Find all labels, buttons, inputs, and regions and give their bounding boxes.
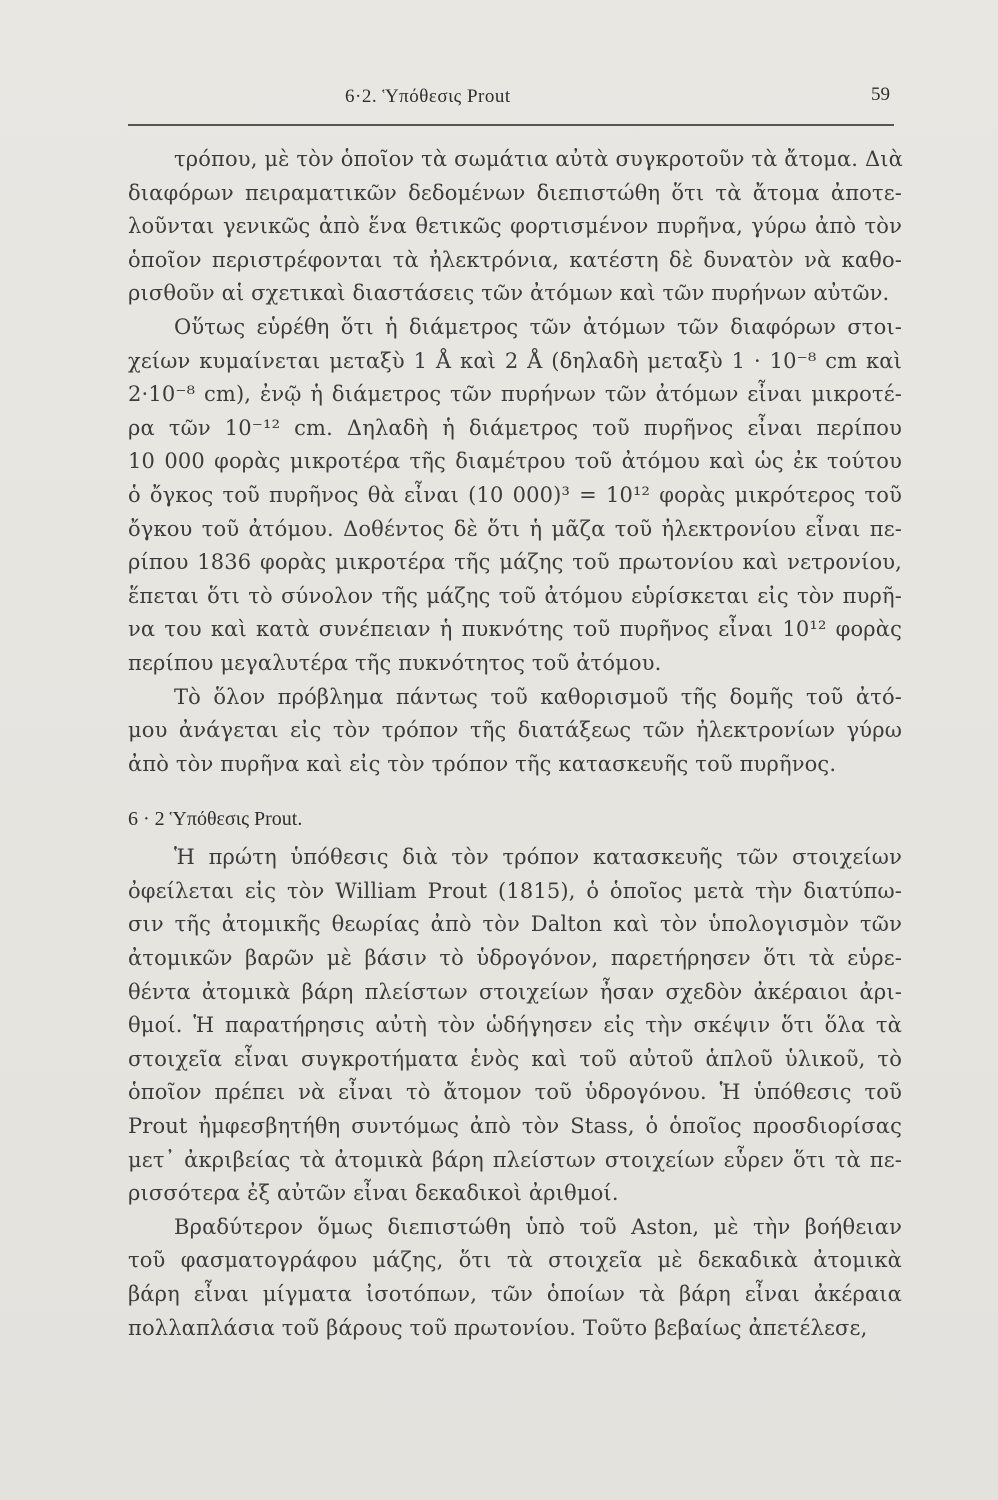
text-line: τρόπου, μὲ τὸν ὁποῖον τὰ σωμάτια αὐτὰ συγκροτοῦν τὰ ἄτομα. Διὰ <box>174 147 903 171</box>
text-line: Βραδύτερον ὅμως διεπιστώθη ὑπὸ τοῦ Aston, μὲ τὴν βοήθειαν <box>174 1214 902 1239</box>
text-line: ἀπὸ τὸν πυρῆνα καὶ εἰς τὸν τρόπον τῆς κατασκευῆς τοῦ πυρῆνος. <box>128 751 837 776</box>
paragraph <box>128 1211 902 1345</box>
page-number: 59 <box>871 84 890 105</box>
paragraph <box>128 143 902 311</box>
text-line: λοῦνται γενικῶς ἀπὸ ἕνα θετικῶς φορτισμένον πυρῆνα, γύρω ἀπὸ τὸν <box>128 214 902 239</box>
text-line: σιν τῆς ἀτομικῆς θεωρίας ἀπὸ τὸν Dalton καὶ τὸν ὑπολογισμὸν τῶν <box>128 912 902 937</box>
running-header <box>130 86 890 116</box>
text-line: 10 000 φορὰς μικροτέρα τῆς διαμέτρου τοῦ ἀτόμου καὶ ὡς ἐκ τούτου <box>128 449 902 474</box>
text-line: χείων κυμαίνεται μεταξὺ 1 Å καὶ 2 Å (δηλαδὴ μεταξὺ 1 · 10⁻⁸ cm καὶ <box>128 348 902 373</box>
text-line: θέντα ἀτομικὰ βάρη πλείστων στοιχείων ἦσαν σχεδὸν ἀκέραιοι ἀρι- <box>128 979 902 1004</box>
text-line: διαφόρων πειραματικῶν δεδομένων διεπιστώθη ὅτι τὰ ἄτομα ἀποτε- <box>128 180 902 205</box>
text-line: ρα τῶν 10⁻¹² cm. Δηλαδὴ ἡ διάμετρος τοῦ πυρῆνος εἶναι περίπου <box>128 415 902 440</box>
text-line: ρίπου 1836 φορὰς μικροτέρα τῆς μάζης τοῦ πρωτονίου καὶ νετρονίου, <box>128 550 902 575</box>
text-line: ρισθοῦν αἱ σχετικαὶ διαστάσεις τῶν ἀτόμων καὶ τῶν πυρήνων αὐτῶν. <box>128 281 890 306</box>
section-heading: 6 · 2 Ὑπόθεσις Prout. <box>128 808 303 831</box>
text-line: ὁποῖον πρέπει νὰ εἶναι τὸ ἄτομον τοῦ ὑδρογόνου. Ἡ ὑπόθεσις τοῦ <box>128 1080 902 1105</box>
header-rule <box>128 124 894 126</box>
text-line: 2·10⁻⁸ cm), ἐνῷ ἡ διάμετρος τῶν πυρήνων τῶν ἀτόμων εἶναι μικροτέ- <box>128 382 902 407</box>
text-line: Οὕτως εὑρέθη ὅτι ἡ διάμετρος τῶν ἀτόμων τῶν διαφόρων στοι- <box>174 314 902 339</box>
text-line: ὄγκου τοῦ ἀτόμου. Δοθέντος δὲ ὅτι ἡ μᾶζα τοῦ ἠλεκτρονίου εἶναι πε- <box>128 516 902 541</box>
paragraph <box>128 311 902 681</box>
text-line: μου ἀνάγεται εἰς τὸν τρόπον τῆς διατάξεως τῶν ἠλεκτρονίων γύρω <box>128 718 902 743</box>
text-line: πολλαπλάσια τοῦ βάρους τοῦ πρωτονίου. Τοῦτο βεβαίως ἀπετέλεσε, <box>128 1315 868 1340</box>
text-before-section <box>128 143 902 781</box>
text-line: ὁποῖον περιστρέφονται τὰ ἠλεκτρόνια, κατέστη δὲ δυνατὸν νὰ καθο- <box>128 247 902 272</box>
text-line: στοιχεῖα εἶναι συγκροτήματα ἑνὸς καὶ τοῦ αὐτοῦ ἁπλοῦ ὑλικοῦ, τὸ <box>128 1046 902 1071</box>
text-line: Ἡ πρώτη ὑπόθεσις διὰ τὸν τρόπον κατασκευῆς τῶν στοιχείων <box>174 845 902 870</box>
text-line: θμοί. Ἡ παρατήρησις αὐτὴ τὸν ὡδήγησεν εἰς τὴν σκέψιν ὅτι ὅλα τὰ <box>128 1013 902 1038</box>
text-line: να του καὶ κατὰ συνέπειαν ἡ πυκνότης τοῦ πυρῆνος εἶναι 10¹² φορὰς <box>128 617 902 642</box>
paragraph <box>128 841 902 1211</box>
text-line: Prout ἠμφεσβητήθη συντόμως ἀπὸ τὸν Stass, ὁ ὁποῖος προσδιορίσας <box>128 1114 902 1139</box>
text-line: βάρη εἶναι μίγματα ἰσοτόπων, τῶν ὁποίων τὰ βάρη εἶναι ἀκέραια <box>128 1282 902 1306</box>
text-line: μετ᾽ ἀκριβείας τὰ ἀτομικὰ βάρη πλείστων στοιχείων εὗρεν ὅτι τὰ πε- <box>128 1147 902 1172</box>
text-line: ὁ ὄγκος τοῦ πυρῆνος θὰ εἶναι (10 000)³ = 10¹² φορὰς μικρότερος τοῦ <box>128 482 902 507</box>
text-line: Τὸ ὅλον πρόβλημα πάντως τοῦ καθορισμοῦ τῆς δομῆς τοῦ ἀτό- <box>174 684 902 709</box>
text-line: ρισσότερα ἐξ αὐτῶν εἶναι δεκαδικοὶ ἀριθμοί. <box>128 1181 619 1206</box>
body-text <box>128 143 902 1345</box>
running-title: 6·2. Ὑπόθεσις Prout <box>345 86 511 107</box>
text-line: περίπου μεγαλυτέρα τῆς πυκνότητος τοῦ ἀτόμου. <box>128 650 662 675</box>
paragraph <box>128 681 902 782</box>
text-line: ἀτομικῶν βαρῶν μὲ βάσιν τὸ ὑδρογόνον, παρετήρησεν ὅτι τὰ εὑρε- <box>128 946 902 971</box>
text-line: τοῦ φασματογράφου μάζης, ὅτι τὰ στοιχεῖα μὲ δεκαδικὰ ἀτομικὰ <box>128 1248 902 1273</box>
text-after-section <box>128 841 902 1345</box>
text-line: ὀφείλεται εἰς τὸν William Prout (1815), ὁ ὁποῖος μετὰ τὴν διατύπω- <box>128 878 902 903</box>
text-line: ἕπεται ὅτι τὸ σύνολον τῆς μάζης τοῦ ἀτόμου εὑρίσκεται εἰς τὸν πυρῆ- <box>128 583 902 608</box>
